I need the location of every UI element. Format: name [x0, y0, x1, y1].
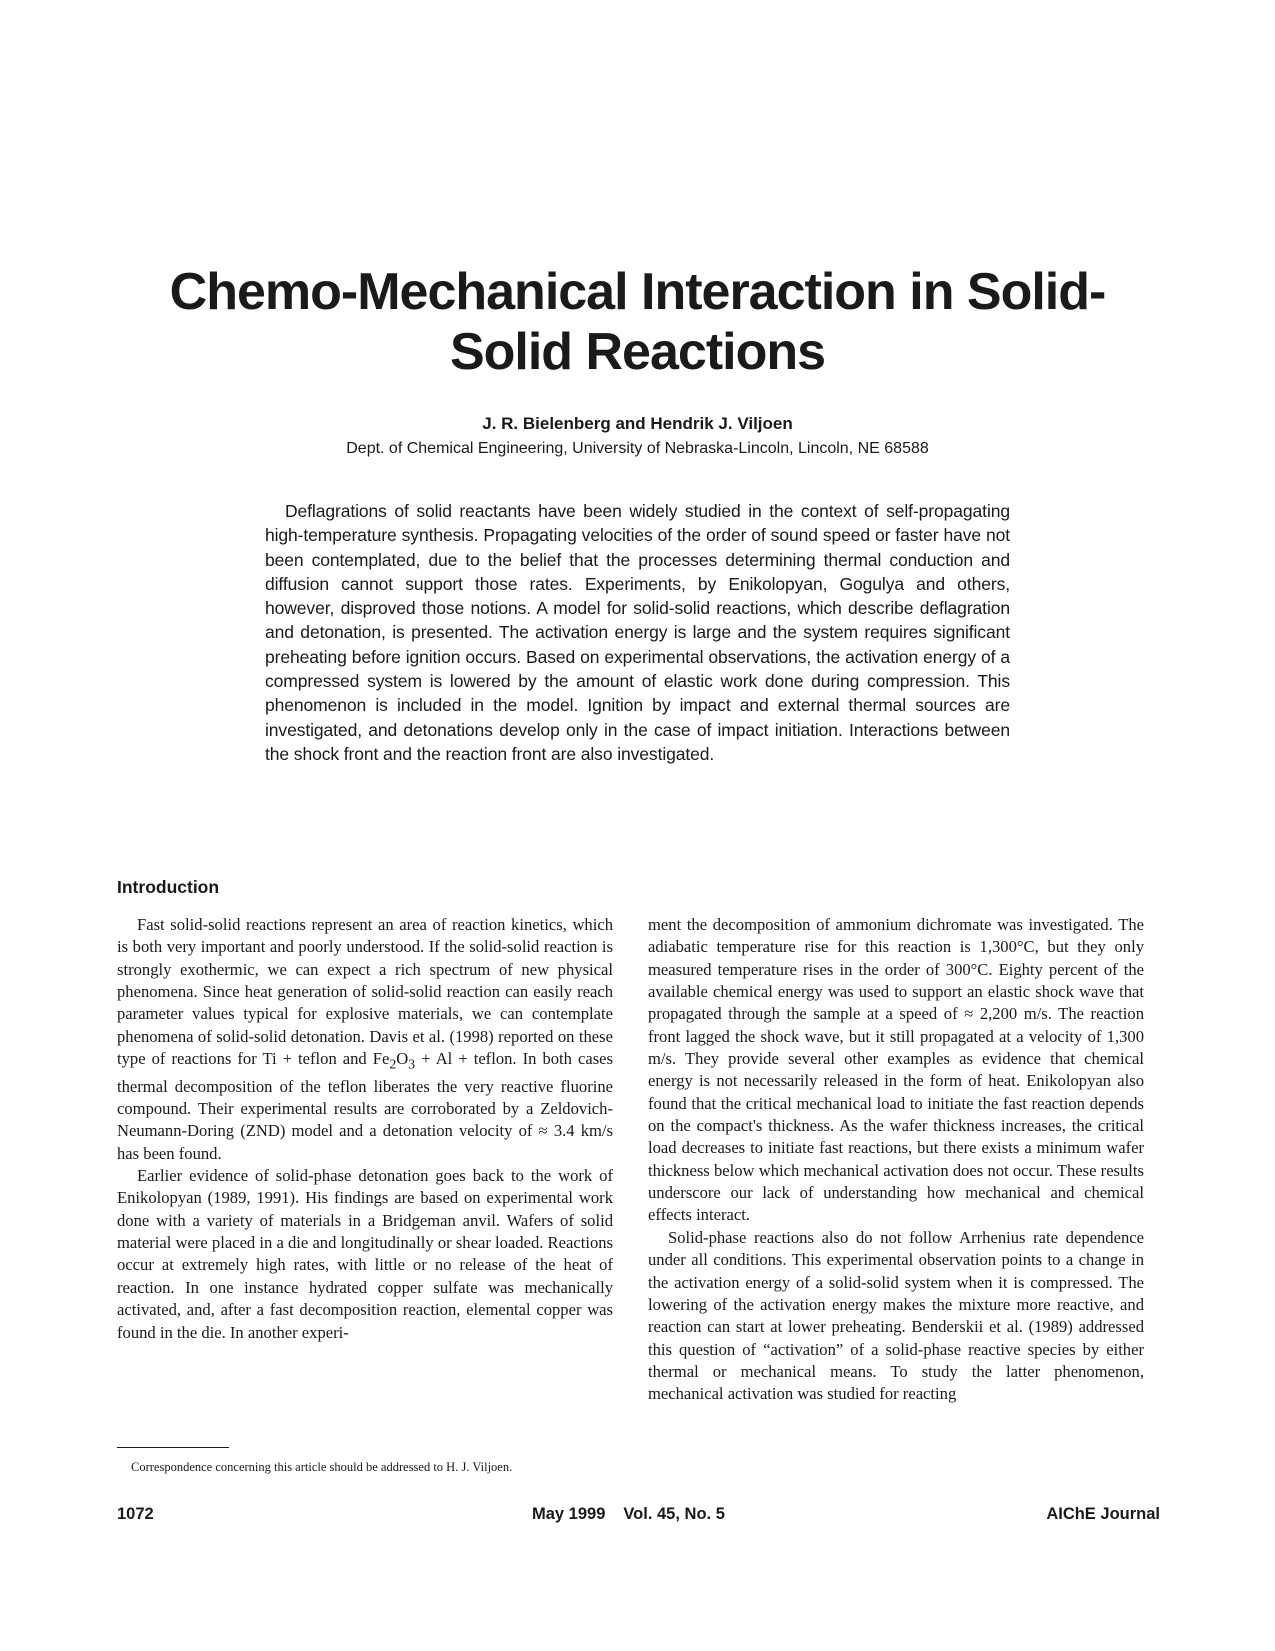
footnote-divider: [117, 1447, 229, 1448]
subscript: 2: [389, 1056, 397, 1072]
body-column-left: [117, 914, 613, 1344]
page-number: 1072: [117, 1505, 154, 1523]
paragraph-text: O: [396, 1049, 409, 1069]
paragraph-intro-1: [117, 914, 613, 1165]
body-column-right: [648, 914, 1144, 1406]
article-abstract: Deflagrations of solid reactants have been widely studied in the context of self-propagating high-temperature synthesis. Propagating velocities of the order of sound speed or faster have not been contemplated, due to the belief that the processes determining thermal conduction and diffusion cannot support those rates. Experiments, by Enikolopyan, Gogulya and others, however, disproved those notions. A model for solid-solid reactions, which describe deflagration and detonation, is presented. The activation energy is large and the system requires significant preheating before ignition occurs. Based on experimental observations, the activation energy of a compressed system is lowered by the amount of elastic work done during compression. This phenomenon is included in the model. Ignition by impact and external thermal sources are investigated, and detonations develop only in the case of impact initiation. Interactions between the shock front and the reaction front are also investigated.: [265, 501, 1010, 764]
journal-name: AIChE Journal: [1046, 1505, 1160, 1523]
article-authors: J. R. Bielenberg and Hendrik J. Viljoen: [482, 414, 793, 433]
correspondence-footnote: Correspondence concerning this article should be addressed to H. J. Viljoen.: [131, 1460, 513, 1474]
issue-date: May 1999: [532, 1505, 606, 1523]
paragraph-intro-2-continued: ment the decomposition of ammonium dichromate was investigated. The adiabatic temperature rise for this reaction is 1,300°C, but they only measured temperature rises in the order of 300°C. Eighty percent of the available chemical energy was used to support an elastic shock wave that propagated through the sample at a speed of ≈ 2,200 m/s. The reaction front lagged the shock wave, but it still propagated at a velocity of 1,300 m/s. They provide several other examples as evidence that chemical energy is not necessarily released in the form of heat. Enikolopyan also found that the critical mechanical load to initiate the fast reaction depends on the compact's thickness. As the wafer thickness increases, the critical load decreases to initiate fast reactions, but there exists a minimum wafer thickness below which mechanical activation does not occur. These results underscore our lack of understanding how mechanical and chemical effects interact.: [648, 915, 1144, 1225]
section-heading-introduction: Introduction: [117, 877, 220, 897]
paragraph-intro-3: Solid-phase reactions also do not follow Arrhenius rate dependence under all conditions. This experimental observation points to a change in the activation energy of a solid-solid system when it is compressed. The lowering of the activation energy makes the mixture more reactive, and reaction can start at lower preheating. Benderskii et al. (1989) addressed this question of “activation” of a solid-phase reactive species by either thermal or mechanical means. To study the latter phenomenon, mechanical activation was studied for reacting: [648, 1227, 1144, 1404]
paragraph-intro-2: Earlier evidence of solid-phase detonation goes back to the work of Enikolopyan (1989, 1991). His findings are based on experimental work done with a variety of materials in a Bridgeman anvil. Wafers of solid material were placed in a die and longitudinally or shear loaded. Reactions occur at extremely high rates, with little or no release of the heat of reaction. In one instance hydrated copper sulfate was mechanically activated, and, after a fast decomposition reaction, elemental copper was found in the die. In another experi-: [117, 1166, 613, 1342]
author-affiliation: Dept. of Chemical Engineering, University of Nebraska-Lincoln, Lincoln, NE 68588: [346, 440, 929, 457]
issue-volume: Vol. 45, No. 5: [623, 1505, 725, 1523]
subscript: 3: [408, 1056, 416, 1072]
issue-info: [532, 1504, 725, 1524]
paragraph-text: + Al + teflon. In both cases thermal decomposition of the teflon liberates the very reactive fluorine compound. Their experimental results are corroborated by a Zeldovich-Neumann-Doring (ZND) model and a detonation velocity of ≈ 3.4 km/s has been found.: [117, 1049, 613, 1163]
paragraph-text: Fast solid-solid reactions represent an area of reaction kinetics, which is both very important and poorly understood. If the solid-solid reaction is strongly exothermic, we can expect a rich spectrum of new physical phenomena. Since heat generation of solid-solid reaction can easily reach parameter values typical for explosive materials, we can contemplate phenomena of solid-solid detonation. Davis et al. (1998) reported on these type of reactions for Ti + teflon and Fe: [117, 915, 613, 1069]
article-title: Chemo-Mechanical Interaction in Solid-Solid Reactions: [169, 263, 1106, 381]
